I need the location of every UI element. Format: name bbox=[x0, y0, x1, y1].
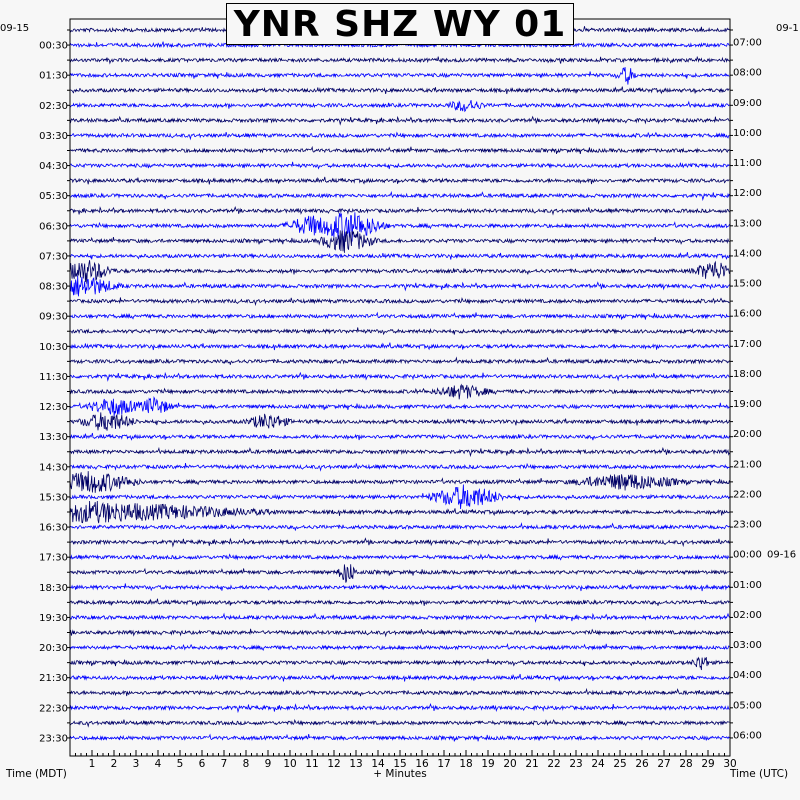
x-tick-label: 20 bbox=[503, 758, 517, 770]
x-tick-label: 4 bbox=[154, 758, 162, 770]
x-tick-label: 24 bbox=[591, 758, 605, 770]
x-tick-label: 6 bbox=[198, 758, 206, 770]
x-tick-label: 2 bbox=[110, 758, 118, 770]
x-tick-label: 8 bbox=[242, 758, 250, 770]
left-axis-label: Time (MDT) bbox=[6, 768, 67, 780]
right-time-label: 03:00 bbox=[733, 640, 762, 651]
right-time-label: 12:00 bbox=[733, 188, 762, 200]
x-tick-label: 27 bbox=[657, 758, 671, 770]
x-tick-label: 23 bbox=[569, 758, 583, 770]
right-time-label: 08:00 bbox=[733, 67, 762, 79]
left-time-label: 20:30 bbox=[39, 643, 68, 655]
right-axis-label: Time (UTC) bbox=[730, 768, 789, 780]
x-tick-label: 22 bbox=[547, 758, 561, 770]
left-time-label: 01:30 bbox=[39, 70, 68, 82]
x-tick-label: 30 bbox=[723, 758, 737, 770]
left-time-label: 18:30 bbox=[39, 582, 68, 594]
x-tick-label: 21 bbox=[525, 758, 539, 770]
right-time-label: 05:00 bbox=[733, 700, 762, 712]
x-tick-label: 3 bbox=[132, 758, 140, 770]
left-time-label: 23:30 bbox=[39, 733, 68, 745]
right-time-label: 13:00 bbox=[733, 218, 762, 230]
x-tick-label: 28 bbox=[679, 758, 693, 770]
x-tick-label: 11 bbox=[305, 758, 319, 770]
left-time-label: 09:30 bbox=[39, 311, 68, 323]
x-tick-label: 7 bbox=[220, 758, 228, 770]
right-time-label: 01:00 bbox=[733, 579, 762, 591]
right-time-label: 07:00 bbox=[733, 37, 762, 49]
left-time-label: 06:30 bbox=[39, 221, 68, 233]
left-time-label: 07:30 bbox=[39, 251, 68, 263]
right-time-label: 23:00 bbox=[733, 519, 762, 531]
left-time-label: 04:30 bbox=[39, 161, 68, 173]
right-time-label: 02:00 bbox=[733, 609, 762, 621]
x-tick-label: 25 bbox=[613, 758, 627, 770]
left-time-label: 12:30 bbox=[39, 402, 68, 414]
right-time-label: 10:00 bbox=[733, 127, 762, 139]
right-time-label: 04:00 bbox=[733, 670, 762, 682]
left-time-label: 21:30 bbox=[39, 673, 68, 685]
x-tick-label: 9 bbox=[264, 758, 272, 770]
right-time-label: 22:00 bbox=[733, 489, 762, 501]
left-date-label: 09-15 bbox=[0, 23, 30, 34]
x-tick-label: 13 bbox=[349, 758, 363, 770]
x-tick-label: 29 bbox=[701, 758, 715, 770]
right-time-label: 15:00 bbox=[733, 278, 762, 290]
right-time-label: 00:00 bbox=[733, 549, 762, 561]
right-time-label: 16:00 bbox=[733, 308, 762, 320]
right-date-label: 09-1 bbox=[776, 23, 799, 34]
x-tick-label: 19 bbox=[481, 758, 495, 770]
chart-title-box bbox=[226, 3, 574, 45]
right-time-label: 11:00 bbox=[733, 158, 762, 169]
left-time-label: 19:30 bbox=[39, 612, 68, 624]
left-time-label: 16:30 bbox=[39, 522, 68, 534]
right-date-rollover-label: 09-16 bbox=[767, 549, 797, 561]
left-time-label: 03:30 bbox=[39, 130, 68, 142]
x-tick-label: 14 bbox=[371, 758, 385, 770]
left-time-label: 14:30 bbox=[39, 462, 68, 474]
left-time-label: 00:30 bbox=[39, 40, 68, 52]
right-time-label: 20:00 bbox=[733, 429, 762, 441]
x-tick-label: 12 bbox=[327, 758, 341, 770]
right-time-label: 21:00 bbox=[733, 459, 762, 471]
left-time-label: 08:30 bbox=[39, 281, 68, 293]
left-time-label: 13:30 bbox=[39, 432, 68, 444]
left-time-label: 05:30 bbox=[39, 191, 68, 203]
left-time-label: 15:30 bbox=[39, 492, 68, 504]
x-tick-label: 26 bbox=[635, 758, 649, 770]
left-time-label: 11:30 bbox=[39, 371, 68, 383]
x-tick-label: 17 bbox=[437, 758, 451, 770]
x-tick-label: 16 bbox=[415, 758, 429, 770]
left-time-label: 22:30 bbox=[39, 703, 68, 715]
left-time-label: 02:30 bbox=[39, 100, 68, 112]
right-time-label: 19:00 bbox=[733, 399, 762, 410]
chart-title: YNR SHZ WY 01 bbox=[233, 3, 567, 45]
x-tick-label: 1 bbox=[88, 758, 96, 770]
right-time-label: 06:00 bbox=[733, 730, 762, 742]
x-axis-label: + Minutes bbox=[373, 768, 427, 780]
right-time-label: 14:00 bbox=[733, 248, 762, 260]
x-tick-label: 5 bbox=[176, 758, 184, 770]
x-tick-label: 10 bbox=[283, 758, 297, 770]
left-time-label: 10:30 bbox=[39, 341, 68, 353]
x-tick-label: 15 bbox=[393, 758, 407, 770]
right-time-label: 17:00 bbox=[733, 338, 762, 350]
right-time-label: 09:00 bbox=[733, 97, 762, 109]
left-time-label: 17:30 bbox=[39, 552, 68, 564]
x-tick-label: 18 bbox=[459, 758, 473, 770]
right-time-label: 18:00 bbox=[733, 368, 762, 380]
